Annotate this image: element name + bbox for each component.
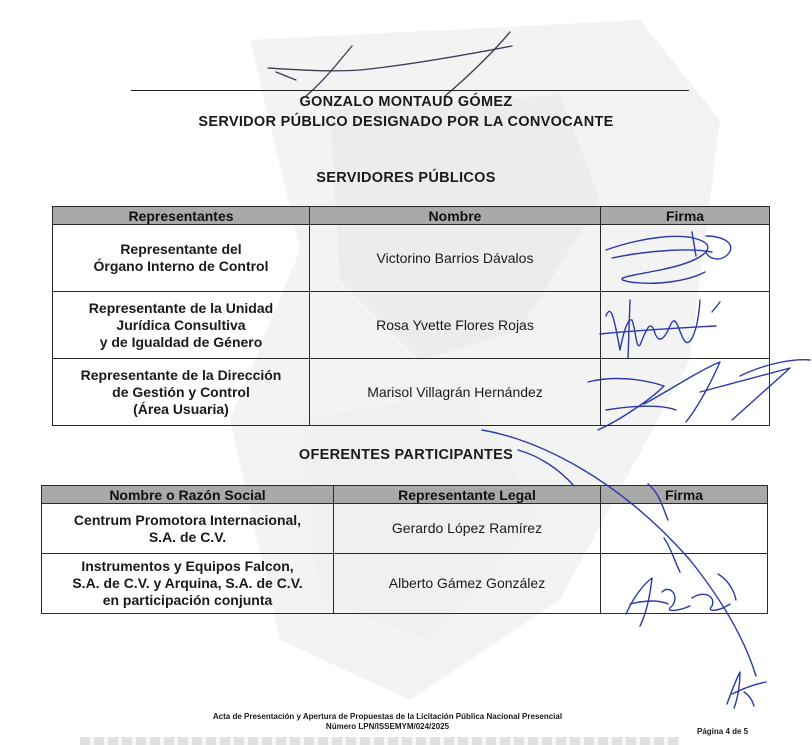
column-header: Representante Legal	[334, 486, 601, 504]
representante-legal-cell: Gerardo López Ramírez	[334, 504, 601, 554]
signer-name: GONZALO MONTAUD GÓMEZ	[299, 94, 513, 110]
firma-cell	[601, 554, 768, 614]
nombre-cell: Rosa Yvette Flores Rojas	[310, 292, 601, 359]
servidores-title: SERVIDORES PÚBLICOS	[316, 170, 496, 186]
table-header-row	[42, 486, 768, 504]
firma-cell	[601, 504, 768, 554]
table-header-row	[53, 207, 770, 225]
representante-cell: Representante de la Dirección de Gestión y Control (Área Usuaria)	[53, 359, 310, 426]
column-header: Firma	[601, 486, 768, 504]
razon-social-cell: Instrumentos y Equipos Falcon, S.A. de C.V. y Arquina, S.A. de C.V. en participación conjunta	[42, 554, 334, 614]
page-number: Página 4 de 5	[697, 727, 749, 736]
column-header: Representantes	[53, 207, 310, 225]
oferentes-title: OFERENTES PARTICIPANTES	[298, 447, 514, 463]
table-row	[42, 504, 768, 554]
table-row	[53, 292, 770, 359]
razon-social-cell: Centrum Promotora Internacional, S.A. de C.V.	[42, 504, 334, 554]
representante-cell: Representante de la Unidad Jurídica Consultiva y de Igualdad de Género	[53, 292, 310, 359]
nombre-cell: Victorino Barrios Dávalos	[310, 225, 601, 292]
column-header: Firma	[601, 207, 770, 225]
bottom-edge-strip	[80, 737, 680, 745]
firma-cell	[601, 359, 770, 426]
oferentes-table	[41, 485, 768, 614]
table-row	[53, 225, 770, 292]
servidores-table	[52, 206, 770, 426]
firma-cell	[601, 225, 770, 292]
table-row	[53, 359, 770, 426]
representante-cell: Representante del Órgano Interno de Control	[53, 225, 310, 292]
nombre-cell: Marisol Villagrán Hernández	[310, 359, 601, 426]
signer-role: SERVIDOR PÚBLICO DESIGNADO POR LA CONVOCANTE	[198, 114, 614, 130]
table-row	[42, 554, 768, 614]
representante-legal-cell: Alberto Gámez González	[334, 554, 601, 614]
signature-line	[131, 90, 689, 91]
firma-cell	[601, 292, 770, 359]
column-header: Nombre	[310, 207, 601, 225]
footer-number: Número LPN/ISSEMYM/024/2025	[325, 722, 450, 731]
column-header: Nombre o Razón Social	[42, 486, 334, 504]
footer-title: Acta de Presentación y Apertura de Propuestas de la Licitación Pública Nacional Presencial	[212, 712, 563, 721]
